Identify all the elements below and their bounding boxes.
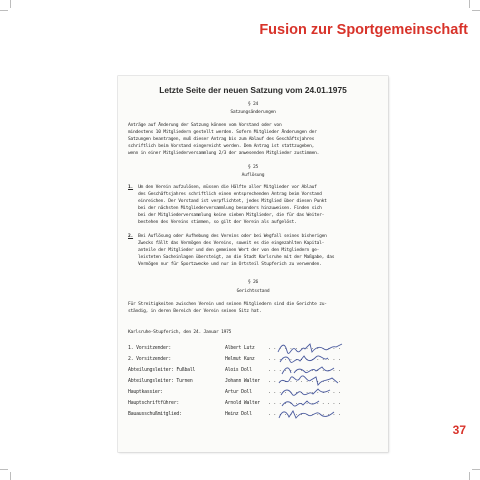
page-number: 37 (452, 423, 466, 437)
crop-mark-top-left-h (0, 10, 8, 11)
section-25-item-1-line: bei der nächsten Mitgliederversammlung besonders hinzuweisen. Finden sich (138, 206, 322, 211)
section-25-item-2-line: anteile der Mitglieder und den gemeinen Wert der von den Mitgliedern ge- (138, 248, 320, 253)
section-25-item-1-line: einreichen. Der Vorstand ist verpflichtet, jedes Mitglied über diesen Punkt (138, 199, 327, 204)
place-date: Karlsruhe-Stupferich, den 24. Januar 1975 (128, 330, 232, 335)
signature-line: . . . . . . . . . . . . . . (268, 412, 341, 417)
signatory-name: Artur Doll (225, 390, 252, 395)
signature-line: . . . . . . . . . . . . . . (268, 379, 341, 384)
section-25-item-1-line: bei der Mitgliederversammlung keine sieben Mitglieder, die für das Weiter- (138, 213, 325, 218)
signatory-name: Arnold Walter (225, 401, 260, 406)
signature-line: . . . . . . . . . . . . . . (268, 368, 341, 373)
section-26-number: § 26 (247, 280, 259, 285)
section-24-line: Anträge auf Änderung der Satzung können vom Vorstand oder von (128, 123, 282, 128)
section-25-item-2-line: leisteten Sacheinlagen übersteigt, an die Stadt Karlsruhe mit der Maßgabe, das (138, 255, 335, 260)
crop-mark-top-right-v (469, 0, 470, 8)
signature-line: . . . . . . . . . . . . . . (268, 401, 341, 406)
section-25-item-2-line: Zwecks fällt das Vermögen des Vereins, soweit es die eingezahlten Kapital- (138, 241, 325, 246)
section-25-heading: Auflösung (241, 173, 265, 178)
section-24-line: schriftlich beim Vorstand eingereicht werden. Dem Antrag ist stattzugeben, (128, 144, 315, 149)
signatory-name: Johann Walter (225, 379, 260, 384)
signature-line: . . . . . . . . . . . . . . (268, 357, 341, 362)
scanned-document (118, 76, 388, 452)
section-25-item-1-number: 1. (128, 185, 134, 190)
signatory-role: Abteilungsleiter: Turnen (128, 379, 193, 384)
signatory-name: Helmut Kunz (225, 357, 255, 362)
chapter-title: Fusion zur Sportgemeinschaft (259, 22, 468, 38)
section-26-line: Für Streitigkeiten zwischen Verein und seinen Mitgliedern sind die Gerichte zu- (128, 302, 327, 307)
signatory-role: Abteilungsleiter: Fußball (128, 368, 196, 373)
crop-mark-bottom-left-v (10, 472, 11, 480)
section-25-item-1-line: Um den Verein aufzulösen, müssen die Hälfte aller Mitglieder vor Ablauf (138, 185, 317, 190)
signatory-role: Hauptschriftführer: (128, 401, 180, 406)
section-26-heading: Gerichtsstand (236, 289, 270, 294)
section-25-item-2-number: 2. (128, 234, 134, 239)
crop-mark-bottom-right-v (469, 472, 470, 480)
crop-mark-bottom-left-h (0, 469, 8, 470)
signature-line: . . . . . . . . . . . . . . (268, 346, 341, 351)
section-25-item-2-line: Vermögen nur für Sportzwecke und nur im Ortsteil Stupferich zu verwenden. (138, 262, 322, 267)
signatory-role: Bauausschußmitglied: (128, 412, 182, 417)
section-24-number: § 24 (247, 102, 259, 107)
crop-mark-top-right-h (472, 10, 480, 11)
signatory-role: Hauptkassier: (128, 390, 163, 395)
signatory-name: Albert Lutz (225, 346, 255, 351)
section-26-line: ständig, in deren Bereich der Verein seinen Sitz hat. (128, 309, 262, 314)
document-title: Letzte Seite der neuen Satzung vom 24.01.1975 (159, 85, 347, 95)
section-25-item-1-line: des Geschäftsjahres schriftlich einen entsprechenden Antrag beim Vorstand (138, 192, 322, 197)
crop-mark-top-left-v (10, 0, 11, 8)
section-25-item-1-line: bestehen des Vereins stimmen, so gilt der Verein als aufgelöst. (138, 220, 297, 225)
section-24-heading: Satzungsänderungen (230, 110, 276, 115)
section-24-line: wenn in einer Mitgliederversammlung 2/3 der anwesenden Mitglieder zustimmen. (128, 151, 320, 156)
handwritten-signature (276, 407, 346, 421)
signatory-name: Alois Doll (225, 368, 252, 373)
crop-mark-bottom-right-h (472, 469, 480, 470)
signature-row (128, 412, 378, 420)
section-24-line: Satzungen beantragen, muß dieser Antrag bis zum Ablauf des Geschäftsjahres (128, 137, 315, 142)
section-24-line: mindestens 10 Mitgliedern gestellt werden. Sofern Mitglieder Änderungen der (128, 130, 317, 135)
signatory-role: 2. Vorsitzender: (128, 357, 172, 362)
section-25-number: § 25 (247, 165, 259, 170)
signature-line: . . . . . . . . . . . . . . (268, 390, 341, 395)
section-25-item-2-line: Bei Auflösung oder Aufhebung des Vereins oder bei Wegfall seines bisherigen (138, 234, 327, 239)
signatory-role: 1. Vorsitzender: (128, 346, 172, 351)
signatory-name: Heinz Doll (225, 412, 252, 417)
